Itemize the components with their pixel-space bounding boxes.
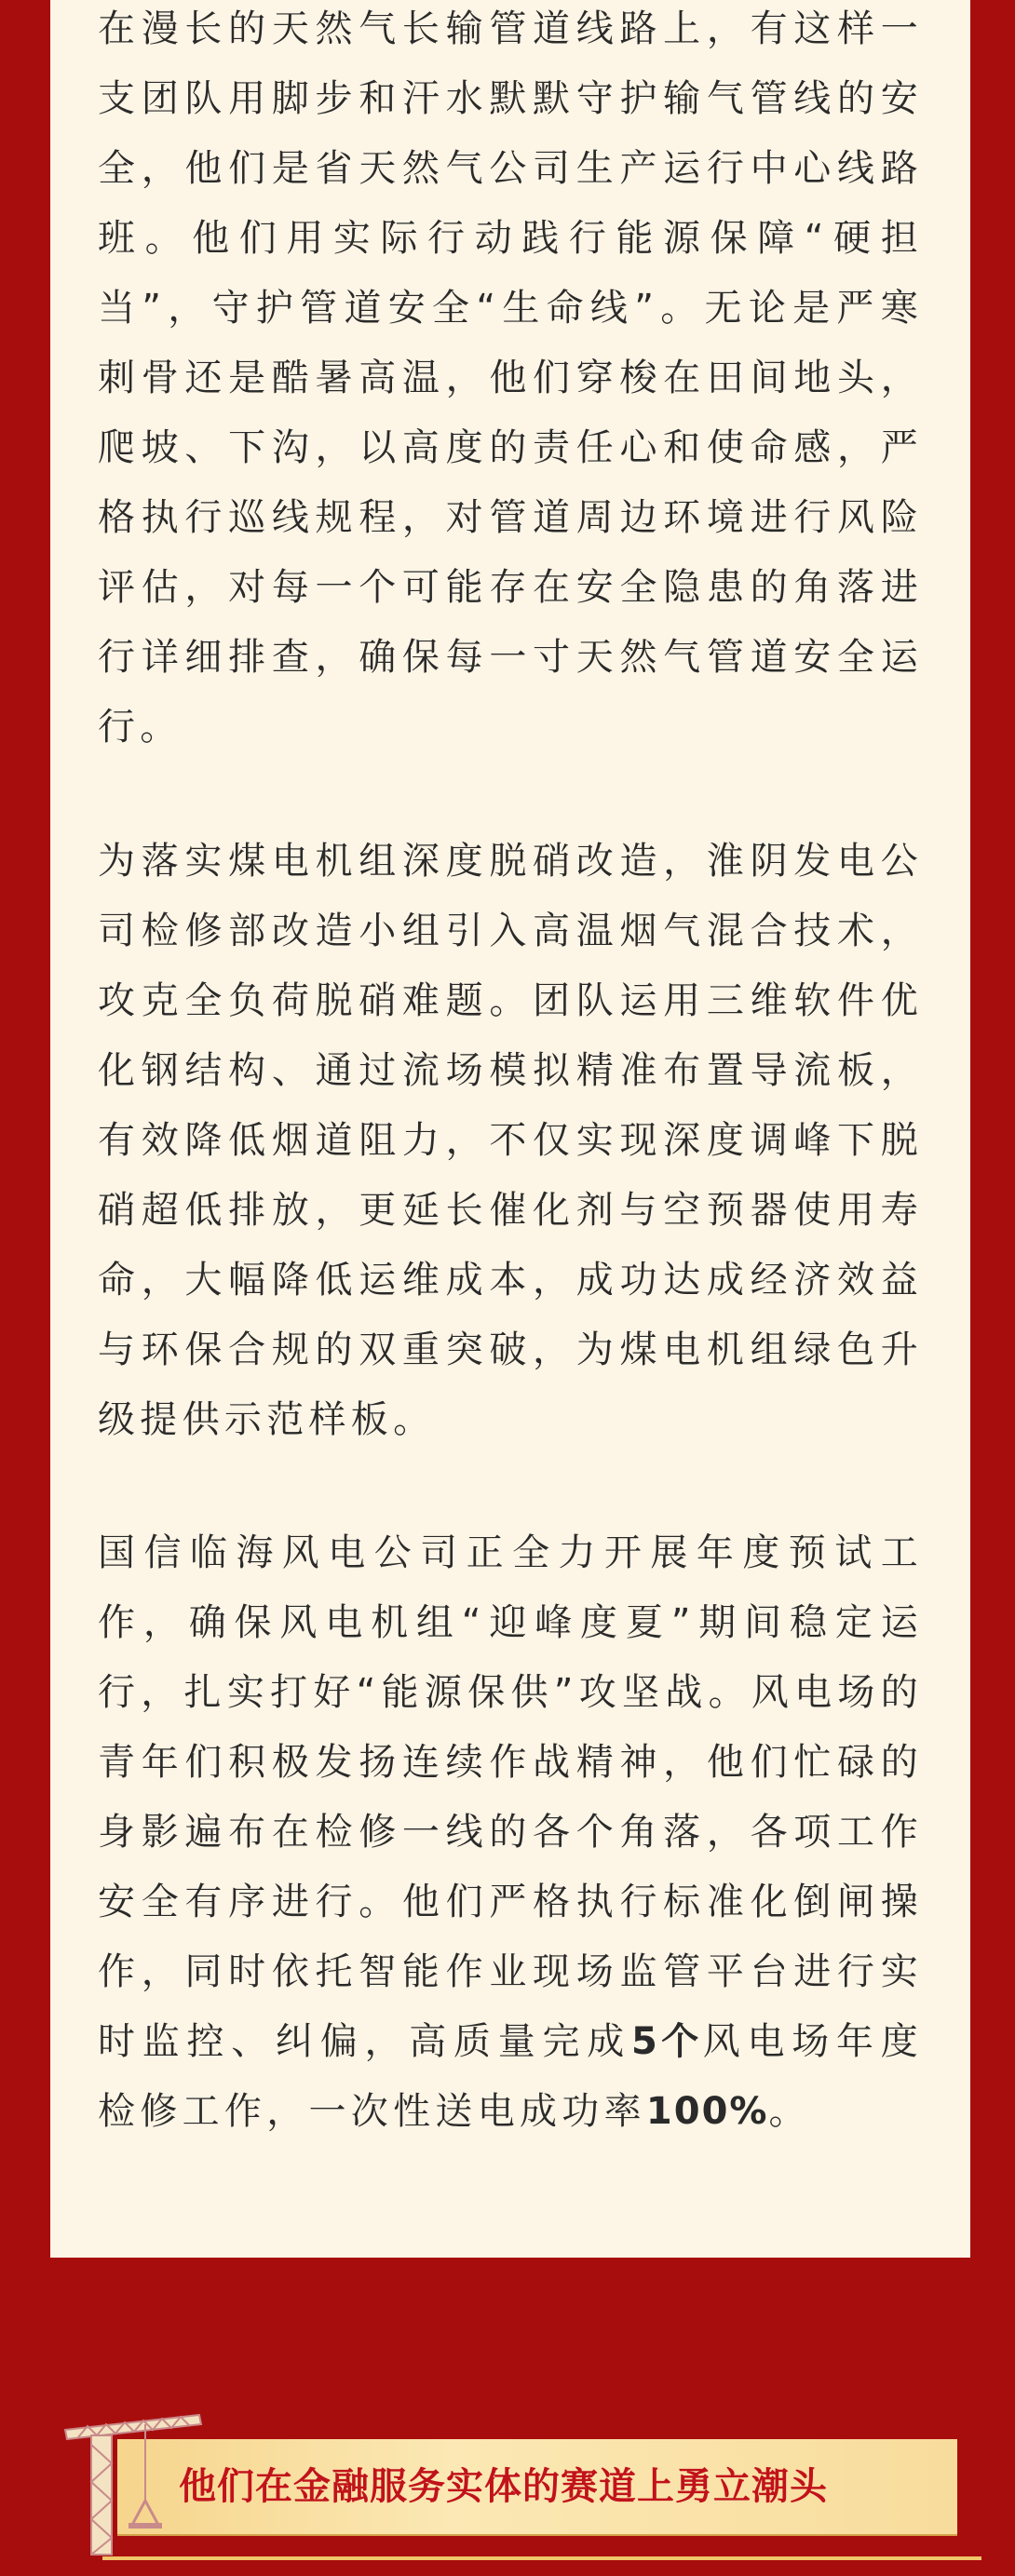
- paragraph-text: 。: [768, 2090, 811, 2133]
- highlight-count: 5个: [630, 2020, 703, 2063]
- paragraph-linhai-wind: [98, 1518, 923, 2147]
- paragraph-pipeline-team: [98, 0, 923, 762]
- section-banner-title: 他们在金融服务实体的赛道上勇立潮头: [179, 2465, 828, 2508]
- paragraph-text: 国信临海风电公司正全力开展年度预试工作，确保风电机组“迎峰度夏”期间稳定运行，扎实打好“能源保供”攻坚战。风电场的青年们积极发扬连续作战精神，他们忙碌的身影遍布在检修一线的各个角落，各项工作安全有序进行。他们严格执行标准化倒闸操作，同时依托智能作业现场监管平台进行实时监控、纠偏，高质量完成: [98, 1531, 923, 2063]
- paragraph-text: 风电场年度检修工作，一次性送电成功率: [98, 2020, 923, 2133]
- banner-underline: [102, 2556, 981, 2560]
- article-card: [50, 0, 970, 2258]
- highlight-rate: 100%: [645, 2090, 769, 2133]
- paragraph-text: 为落实煤电机组深度脱硝改造，淮阴发电公司检修部改造小组引入高温烟气混合技术，攻克全负荷脱硝难题。团队运用三维软件优化钢结构、通过流场模拟精准布置导流板，有效降低烟道阻力，不仅实现深度调峰下脱硝超低排放，更延长催化剂与空预器使用寿命，大幅降低运维成本，成功达成经济效益与环保合规的双重突破，为煤电机组绿色升级提供示范样板。: [98, 840, 923, 1441]
- paragraph-huaiyin-power: [98, 827, 923, 1455]
- paragraph-text: 在漫长的天然气长输管道线路上，有这样一支团队用脚步和汗水默默守护输气管线的安全，他们是省天然气公司生产运行中心线路班。他们用实际行动践行能源保障“硬担当”，守护管道安全“生命线”。无论是严寒刺骨还是酷暑高温，他们穿梭在田间地头，爬坡、下沟，以高度的责任心和使命感，严格执行巡线规程，对管道周边环境进行风险评估，对每一个可能存在安全隐患的角落进行详细排查，确保每一寸天然气管道安全运行。: [98, 7, 923, 749]
- crane-icon: [60, 2407, 218, 2556]
- section-banner: [117, 2439, 957, 2534]
